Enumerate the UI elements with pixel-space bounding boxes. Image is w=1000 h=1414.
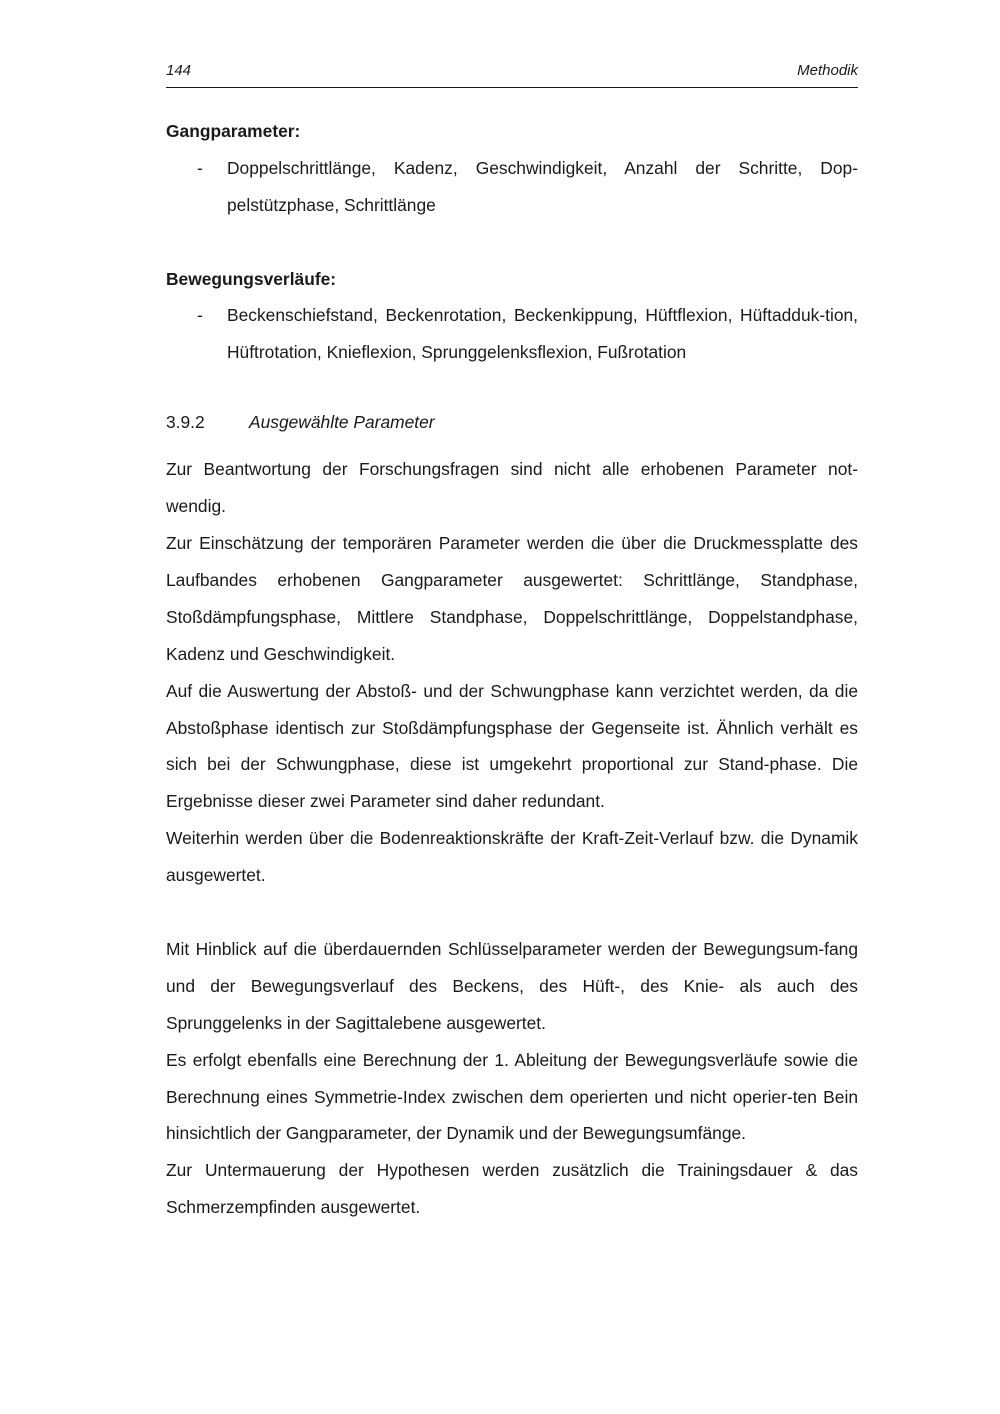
paragraph: Zur Beantwortung der Forschungsfragen sind nicht alle erhobenen Parameter not-wendig. [166,459,858,517]
list-item [166,297,858,371]
paragraph: Weiterhin werden über die Bodenreaktionskräfte der Kraft-Zeit-Verlauf bzw. die Dynamik ausgewertet. [166,828,858,886]
bewegungsverlaeufe-list [166,297,858,371]
section-title: Ausgewählte Parameter [249,412,435,433]
dash-bullet: - [197,157,203,178]
paragraph: Mit Hinblick auf die überdauernden Schlüsselparameter werden der Bewegungsum-fang und der Bewegungsverlauf des Beckens, des Hüft-, des Knie- als auch des Sprunggelenks in der Sagittalebene ausgewertet. [166,938,858,1033]
list-item-text: Doppelschrittlänge, Kadenz, Geschwindigkeit, Anzahl der Schritte, Dop-pelstützphase, Schrittlänge [227,157,858,215]
body-text [166,113,858,1226]
list-item-text: Beckenschiefstand, Beckenrotation, Beckenkippung, Hüftflexion, Hüftadduk-tion, Hüftrotation, Knieflexion, Sprunggelenksflexion, Fußrotation [227,305,858,363]
gangparameter-heading: Gangparameter: [166,121,301,141]
page-number: 144 [166,62,192,79]
spacer [166,371,858,404]
spacer [166,894,858,931]
section-number: 3.9.2 [166,412,205,433]
dash-bullet: - [197,305,203,326]
paragraph: Es erfolgt ebenfalls eine Berechnung der 1. Ableitung der Bewegungsverläufe sowie die Berechnung eines Symmetrie-Index zwischen dem operierten und nicht operier-ten Bein hinsichtlich der Gangparameter, der Dynamik und der Bewegungsumfänge. [166,1049,858,1144]
gangparameter-list [166,150,858,224]
running-header [166,60,858,88]
paragraph: Zur Einschätzung der temporären Parameter werden die über die Druckmessplatte des Laufbandes erhobenen Gangparameter ausgewertet: Schrittlänge, Standphase, Stoßdämpfungsphase, Mittlere Standphase, Doppelschrittlänge, Doppelstandphase, Kadenz und Geschwindigkeit. [166,533,858,664]
chapter-title: Methodik [797,62,858,79]
list-item [166,150,858,224]
subsection-heading [166,404,858,441]
paragraph: Zur Untermauerung der Hypothesen werden zusätzlich die Trainingsdauer & das Schmerzempfinden ausgewertet. [166,1160,858,1218]
spacer [166,224,858,261]
bewegungsverlaeufe-heading: Bewegungsverläufe: [166,268,337,289]
paragraph: Auf die Auswertung der Abstoß- und der Schwungphase kann verzichtet werden, da die Abstoßphase identisch zur Stoßdämpfungsphase der Gegenseite ist. Ähnlich verhält es sich bei der Schwungphase, diese ist umgekehrt proportional zur Stand-phase. Die Ergebnisse dieser zwei Parameter sind daher redundant. [166,680,858,812]
